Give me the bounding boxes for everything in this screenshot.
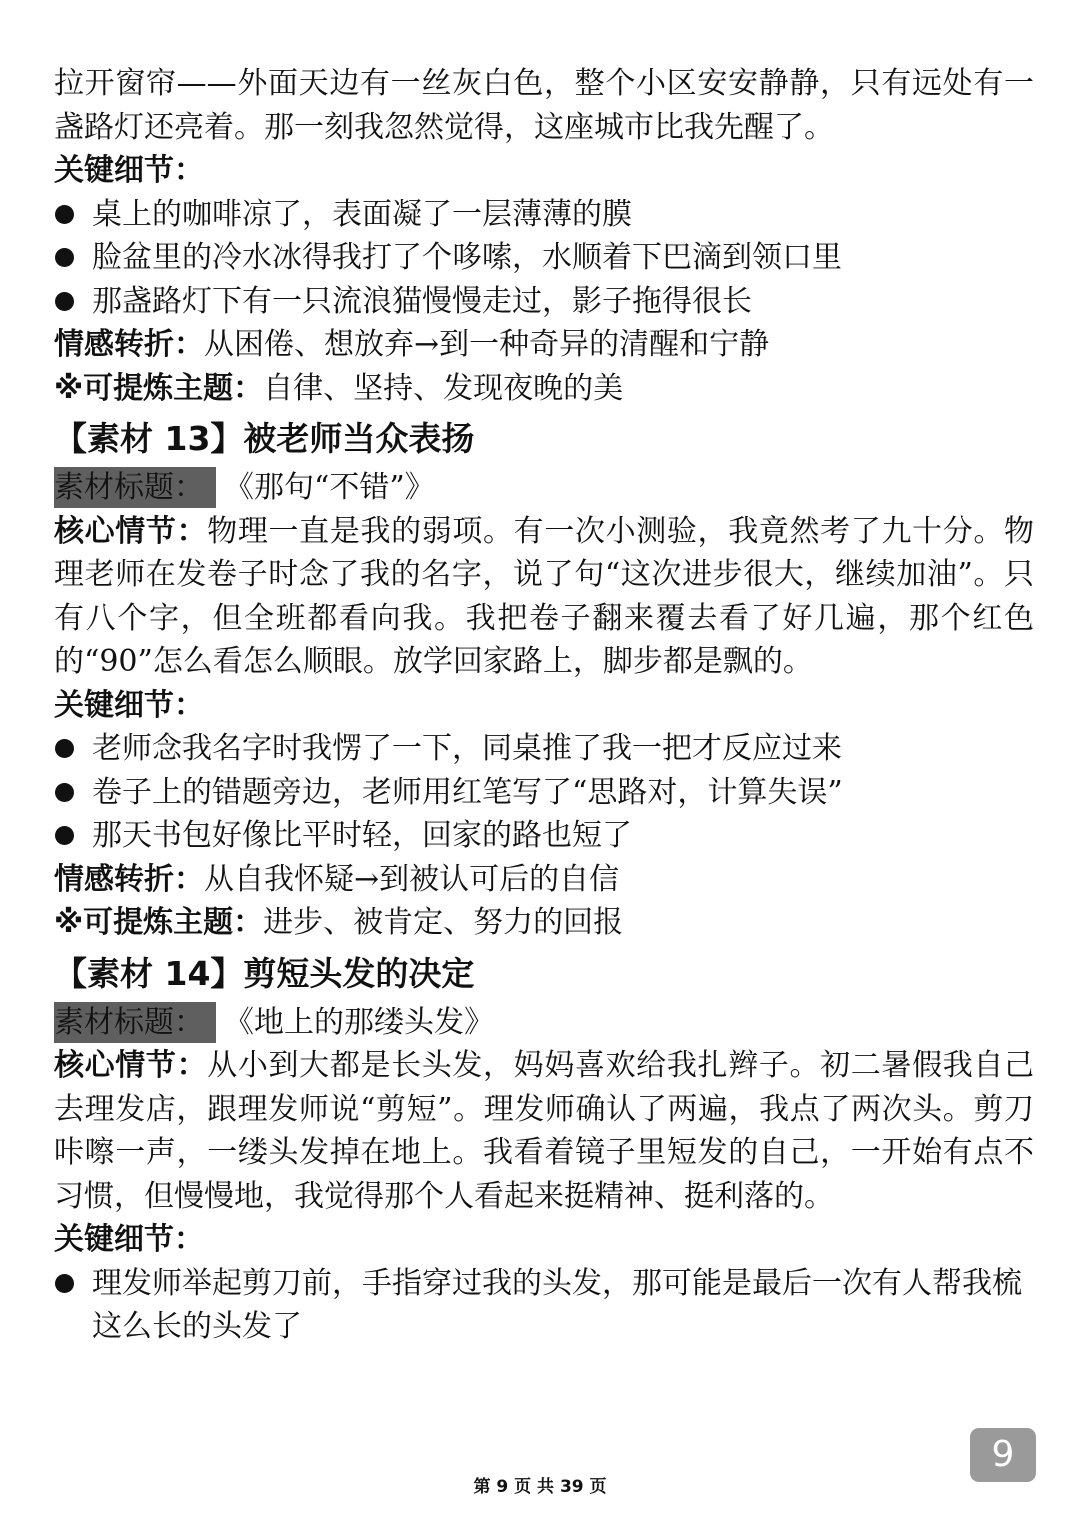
key-details-label: 关键细节：	[54, 687, 204, 723]
list-item: 理发师举起剪刀前，手指穿过我的头发，那可能是最后一次有人帮我梳这么长的头发了	[54, 1262, 1034, 1349]
list-item: 卷子上的错题旁边，老师用红笔写了“思路对，计算失误”	[54, 771, 1034, 815]
page-footer: 第 9 页 共 39 页	[473, 1477, 607, 1497]
list-item: 那天书包好像比平时轻，回家的路也短了	[54, 814, 1034, 858]
material-title: 《那句“不错”》	[224, 470, 435, 505]
list-item: 那盏路灯下有一只流浪猫慢慢走过，影子拖得很长	[54, 280, 1034, 324]
bullet-icon	[55, 783, 74, 802]
list-item: 桌上的咖啡凉了，表面凝了一层薄薄的膜	[54, 193, 1034, 237]
material-13-heading: 【素材 13】被老师当众表扬	[54, 419, 475, 458]
list-item: 老师念我名字时我愣了一下，同桌推了我一把才反应过来	[54, 727, 1034, 771]
material-title: 《地上的那缕头发》	[224, 1004, 494, 1040]
key-details-label: 关键细节：	[54, 1222, 204, 1257]
key-details-label: 关键细节：	[54, 153, 204, 188]
page-number-badge: 9	[970, 1428, 1036, 1482]
theme-line: ※可提炼主题：自律、坚持、发现夜晚的美	[54, 370, 624, 406]
title-label-badge: 素材标题：	[54, 1002, 216, 1043]
title-label-badge: 素材标题：	[54, 467, 216, 508]
list-item: 脸盆里的冷水冰得我打了个哆嗦，水顺着下巴滴到领口里	[54, 236, 1034, 280]
bullet-icon	[55, 826, 74, 845]
bullet-icon	[55, 1274, 74, 1293]
theme-line: ※可提炼主题：进步、被肯定、努力的回报	[54, 905, 624, 940]
bullet-icon	[55, 248, 74, 267]
core-plot: 核心情节：从小到大都是长头发，妈妈喜欢给我扎辫子。初二暑假我自己去理发店，跟理发师说“剪短”。理发师确认了两遍，我点了两次头。剪刀咔嚓一声，一缕头发掉在地上。我看着镜子里短发的自己，一开始有点不习惯，但慢慢地，我觉得那个人看起来挺精神、挺利落的。	[54, 1048, 1035, 1214]
bullet-icon	[55, 739, 74, 758]
bullet-icon	[55, 205, 74, 224]
emotion-line: 情感转折：从自我怀疑→到被认可后的自信	[54, 861, 620, 897]
material-14-heading: 【素材 14】剪短头发的决定	[54, 953, 475, 993]
material-13-title-row	[54, 466, 1034, 510]
document-body	[54, 62, 1034, 1349]
core-plot: 核心情节：物理一直是我的弱项。有一次小测验，我竟然考了九十分。物理老师在发卷子时念了我的名字，说了句“这次进步很大，继续加油”。只有八个字，但全班都看向我。我把卷子翻来覆去看了好几遍，那个红色的“90”怎么看怎么顺眼。放学回家路上，脚步都是飘的。	[54, 513, 1035, 679]
intro-paragraph: 拉开窗帘——外面天边有一丝灰白色，整个小区安安静静，只有远处有一盏路灯还亮着。那一刻我忽然觉得，这座城市比我先醒了。	[54, 66, 1034, 145]
emotion-line: 情感转折：从困倦、想放弃→到一种奇异的清醒和宁静	[54, 327, 770, 362]
bullet-icon	[55, 292, 74, 311]
material-14-title-row	[54, 1001, 1034, 1045]
